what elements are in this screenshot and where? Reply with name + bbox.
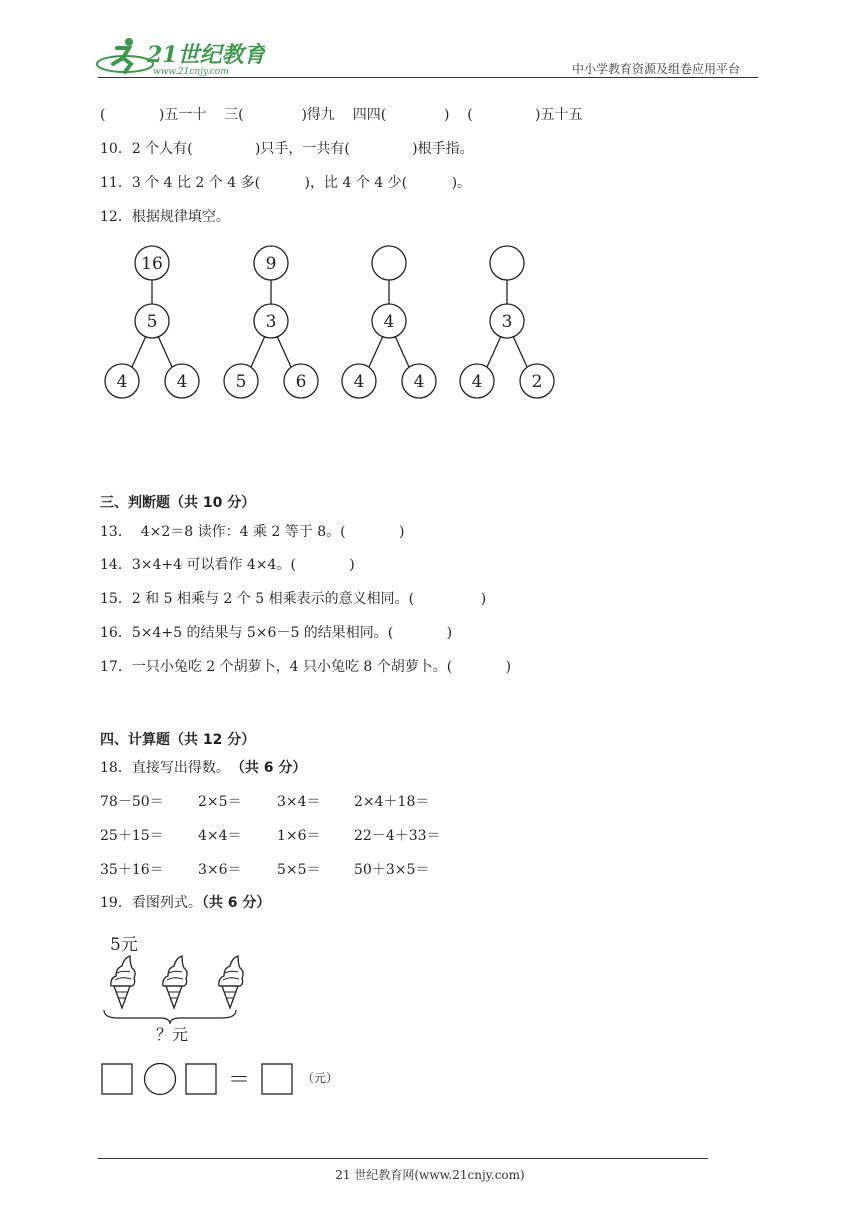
tree-4-right-circle-value: 2 [531,372,543,392]
question-11: 11．3 个 4 比 2 个 4 多( )，比 4 个 4 少( )。 [100,175,472,191]
footer-text: 21 世纪教育网(www.21cnjy.com) [335,1168,525,1182]
tree-connector [487,336,501,367]
section-4-title: 四、计算题（共 12 分） [100,732,256,748]
tree-connector [158,336,172,367]
question-14: 14．3×4+4 可以看作 4×4。( ) [100,557,355,573]
question-15: 15．2 和 5 相乘与 2 个 5 相乘表示的意义相同。( ) [100,591,487,607]
footer-divider [98,1158,708,1159]
calc-item: 22－4＋33＝ [354,828,441,844]
price-label: 5元 [110,935,138,955]
calc-item: 1×6＝ [277,828,321,844]
ice-cream-figure [98,928,358,1103]
tree-4-middle-circle-value: 3 [501,312,513,332]
tree-3-left-circle-value: 4 [353,372,365,392]
calc-item: 4×4＝ [198,828,242,844]
tree-connector [277,336,291,367]
question-19-text: 19．看图列式。 [100,895,202,911]
tree-2-right-circle-value: 6 [295,372,307,392]
total-label: ？元 [156,1025,189,1044]
question-17: 17．一只小兔吃 2 个胡萝卜，4 只小兔吃 8 个胡萝卜。( ) [100,659,512,675]
site-logo [95,34,265,78]
calc-item: 3×6＝ [198,862,242,878]
logo-url: www.21cnjy.com [153,67,229,77]
calc-item: 25＋15＝ [100,828,164,844]
tree-3-middle-circle-value: 4 [383,312,395,332]
ice-cream-icon [111,956,135,1008]
logo-graphic [95,34,265,78]
question-12: 12．根据规律填空。 [100,209,230,225]
calc-item: 35＋16＝ [100,862,164,878]
ice-cream-icon [163,956,187,1008]
operator-circle[interactable] [145,1064,176,1095]
pattern-trees [95,238,575,408]
tree-2-middle-circle-value: 3 [265,312,277,332]
question-19-score: （共 6 分） [201,895,271,911]
tree-2-left-circle-value: 5 [235,372,247,392]
tree-1-middle-circle-value: 5 [146,312,158,332]
calc-item: 2×4＋18＝ [354,794,430,810]
tree-connector [132,336,146,367]
tree-1-left-circle-value: 4 [116,372,128,392]
answer-box-result[interactable] [262,1064,292,1094]
question-10: 10．2 个人有( )只手，一共有( )根手指。 [100,141,474,157]
tree-3-right-circle-value: 4 [413,372,425,392]
calc-item: 78－50＝ [100,794,164,810]
answer-box-2[interactable] [186,1064,216,1094]
calc-item: 3×4＝ [277,794,321,810]
q9-line: ( )五一十 三( )得九 四四( ) ( )五十五 [100,107,583,123]
question-18-text: 18．直接写出得数。 [100,760,230,776]
tree-connector [395,336,409,367]
calc-item: 5×5＝ [277,862,321,878]
question-16: 16．5×4+5 的结果与 5×6－5 的结果相同。( ) [100,625,453,641]
tree-3-top-circle[interactable] [372,246,406,280]
ice-cream-icon [219,956,243,1008]
equals-sign: ＝ [228,1068,251,1093]
total-brace [104,1010,236,1024]
header-divider [98,77,758,78]
tree-connector [369,336,383,367]
logo-title: 21世纪教育 [147,42,265,68]
calc-item: 2×5＝ [198,794,242,810]
question-19 [100,894,270,912]
question-18-score: （共 6 分） [237,760,307,776]
tree-1-top-circle-value: 16 [141,254,163,274]
calc-item: 50＋3×5＝ [354,862,430,878]
tree-4-left-circle-value: 4 [471,372,483,392]
tree-4-top-circle[interactable] [490,246,524,280]
answer-box-1[interactable] [102,1064,132,1094]
header-platform-text: 中小学教育资源及组卷应用平台 [572,62,741,76]
tree-connector [251,336,265,367]
tree-connector [513,336,527,367]
question-13: 13． 4×2＝8 读作：4 乘 2 等于 8。( ) [100,524,405,540]
section-3-title: 三、判断题（共 10 分） [100,495,256,511]
question-18 [100,759,306,777]
unit-label: （元） [302,1071,339,1085]
tree-2-top-circle-value: 9 [265,254,277,274]
tree-1-right-circle-value: 4 [176,372,188,392]
